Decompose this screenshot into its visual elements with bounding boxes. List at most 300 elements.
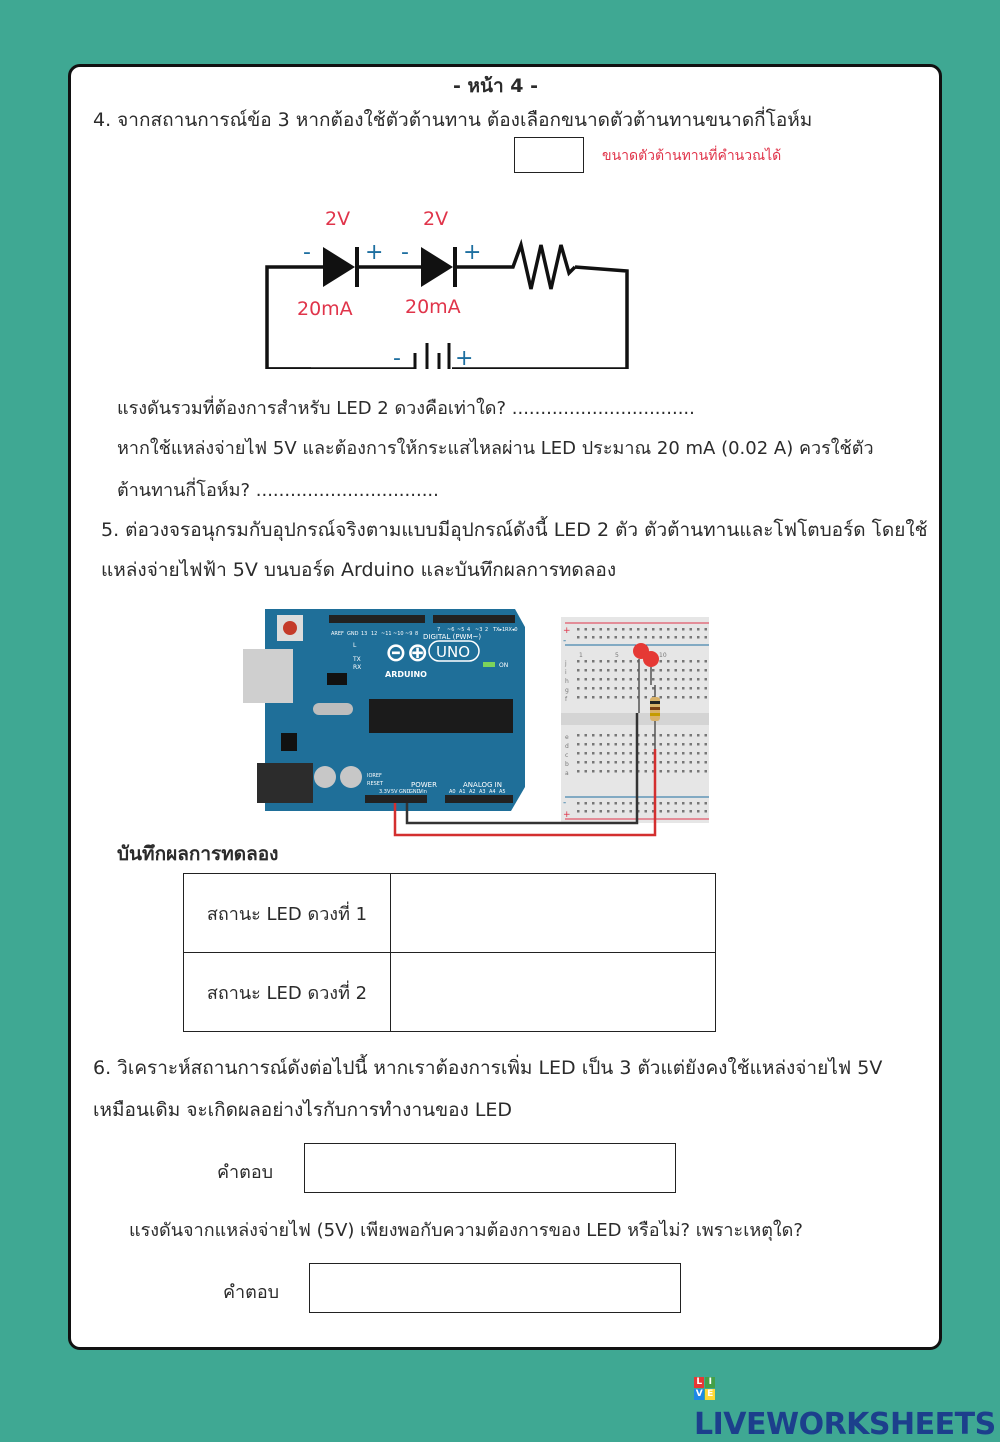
breadboard-hole: [585, 636, 588, 639]
breadboard-hole: [667, 687, 670, 690]
breadboard-hole: [645, 734, 648, 737]
breadboard-hole: [660, 802, 663, 805]
pin-6: ~6: [447, 627, 455, 633]
breadboard-hole: [690, 636, 693, 639]
breadboard-hole: [630, 802, 633, 805]
breadboard-hole: [660, 743, 663, 746]
breadboard-hole: [645, 810, 648, 813]
breadboard-hole: [705, 802, 708, 805]
led1-status-label: สถานะ LED ดวงที่ 1: [184, 874, 391, 953]
row-label-j: j: [565, 660, 567, 667]
row-label-d: d: [565, 743, 569, 750]
breadboard-hole: [592, 752, 595, 755]
breadboard-hole: [630, 696, 633, 699]
breadboard-hole: [622, 678, 625, 681]
breadboard-hole: [630, 770, 633, 773]
breadboard-hole: [607, 810, 610, 813]
rx-label: RX: [353, 664, 362, 671]
breadboard-hole: [607, 761, 610, 764]
breadboard-hole: [622, 734, 625, 737]
breadboard-hole: [660, 770, 663, 773]
breadboard-hole: [630, 761, 633, 764]
breadboard-hole: [585, 752, 588, 755]
breadboard-hole: [660, 687, 663, 690]
led2-current: 20mA: [405, 296, 461, 318]
breadboard-hole: [660, 678, 663, 681]
pin-3: ~3: [475, 627, 483, 633]
breadboard-hole: [682, 752, 685, 755]
breadboard-hole: [615, 696, 618, 699]
q6-answer-box-2[interactable]: [309, 1263, 681, 1313]
breadboard-hole: [645, 802, 648, 805]
breadboard-hole: [652, 636, 655, 639]
breadboard-hole: [690, 743, 693, 746]
breadboard-hole: [585, 678, 588, 681]
breadboard-hole: [615, 734, 618, 737]
breadboard-minus-top: -: [563, 636, 567, 646]
breadboard-hole: [660, 734, 663, 737]
breadboard-hole: [667, 628, 670, 631]
breadboard-hole: [705, 770, 708, 773]
breadboard-hole: [592, 761, 595, 764]
breadboard-hole: [622, 761, 625, 764]
q6-sub-question: แรงดันจากแหล่งจ่ายไฟ (5V) เพียงพอกับความต้องการของ LED หรือไม่? เพราะเหตุใด?: [129, 1220, 803, 1241]
led2-status-label: สถานะ LED ดวงที่ 2: [184, 953, 391, 1032]
breadboard-hole: [645, 636, 648, 639]
breadboard-hole: [607, 669, 610, 672]
breadboard-hole: [607, 770, 610, 773]
page-number: - หน้า 4 -: [453, 75, 539, 97]
analog-label: ANALOG IN: [463, 781, 502, 789]
breadboard-hole: [667, 743, 670, 746]
breadboard-hole: [697, 636, 700, 639]
breadboard-hole: [682, 810, 685, 813]
breadboard-hole: [645, 752, 648, 755]
breadboard-hole: [705, 752, 708, 755]
breadboard-hole: [675, 770, 678, 773]
battery-minus-label: -: [393, 346, 401, 369]
breadboard-hole: [652, 743, 655, 746]
breadboard-hole: [600, 770, 603, 773]
breadboard-hole: [697, 696, 700, 699]
breadboard-hole: [600, 802, 603, 805]
led1-status-input[interactable]: [391, 874, 716, 953]
breadboard-plus-top: +: [563, 626, 571, 636]
answer-label-2: คำตอบ: [223, 1282, 280, 1303]
breadboard-hole: [577, 696, 580, 699]
breadboard-hole: [607, 636, 610, 639]
breadboard-hole: [600, 636, 603, 639]
breadboard-hole: [675, 802, 678, 805]
breadboard-hole: [585, 734, 588, 737]
breadboard-hole: [690, 770, 693, 773]
breadboard-hole: [682, 770, 685, 773]
pin-gnd-2: GND: [409, 789, 421, 795]
breadboard-hole: [577, 752, 580, 755]
brand-name: LIVEWORKSHEETS: [694, 1407, 996, 1442]
led-l-label: L: [353, 642, 357, 649]
breadboard-hole: [585, 810, 588, 813]
breadboard-hole: [622, 669, 625, 672]
row-label-a: a: [565, 770, 569, 777]
breadboard-hole: [690, 810, 693, 813]
breadboard-hole: [675, 687, 678, 690]
arduino-label: ARDUINO: [385, 670, 427, 679]
breadboard-hole: [705, 636, 708, 639]
q6-line-1: 6. วิเคราะห์สถานการณ์ดังต่อไปนี้ หากเราต้องการเพิ่ม LED เป็น 3 ตัวแต่ยังคงใช้แหล่งจ่ายไฟ 5V: [93, 1057, 883, 1079]
breadboard-hole: [705, 678, 708, 681]
breadboard-hole: [645, 761, 648, 764]
q4-sub-question-2: หากใช้แหล่งจ่ายไฟ 5V และต้องการให้กระแสไหลผ่าน LED ประมาณ 20 mA (0.02 A) ควรใช้ตัว: [117, 438, 874, 459]
breadboard-hole: [600, 669, 603, 672]
breadboard-hole: [675, 734, 678, 737]
breadboard-hole: [585, 687, 588, 690]
breadboard-hole: [697, 761, 700, 764]
arduino-breadboard-wiring: [243, 601, 715, 845]
led2-plus-label: +: [463, 240, 482, 265]
breadboard-hole: [630, 660, 633, 663]
pin-8: 8: [415, 631, 419, 637]
breadboard-hole: [622, 628, 625, 631]
breadboard-hole: [607, 660, 610, 663]
breadboard-hole: [592, 696, 595, 699]
breadboard-hole: [607, 678, 610, 681]
breadboard-hole: [622, 810, 625, 813]
breadboard-hole: [592, 687, 595, 690]
pin-5: ~5: [457, 627, 465, 633]
breadboard-hole: [667, 802, 670, 805]
led1-minus-label: -: [303, 240, 311, 265]
breadboard-hole: [577, 687, 580, 690]
breadboard-hole: [660, 761, 663, 764]
breadboard-hole: [585, 669, 588, 672]
row-label-b: b: [565, 761, 569, 768]
breadboard-hole: [675, 660, 678, 663]
breadboard-hole: [682, 696, 685, 699]
breadboard-hole: [690, 678, 693, 681]
breadboard-hole: [645, 628, 648, 631]
pin-a3: A3: [479, 789, 486, 795]
breadboard-hole: [615, 687, 618, 690]
breadboard-hole: [697, 752, 700, 755]
breadboard-hole: [577, 678, 580, 681]
breadboard-hole: [690, 669, 693, 672]
breadboard-hole: [592, 770, 595, 773]
breadboard-hole: [705, 734, 708, 737]
breadboard-hole: [667, 660, 670, 663]
breadboard-hole: [630, 669, 633, 672]
breadboard-hole: [705, 660, 708, 663]
pin-10: ~10: [393, 631, 404, 637]
breadboard-hole: [682, 802, 685, 805]
breadboard-hole: [705, 810, 708, 813]
breadboard-hole: [622, 802, 625, 805]
breadboard-hole: [690, 628, 693, 631]
q5-line-1: 5. ต่อวงจรอนุกรมกับอุปกรณ์จริงตามแบบมีอุปกรณ์ดังนี้ LED 2 ตัว ตัวต้านทานและโฟโตบอร์ด โดยใช้: [101, 519, 928, 541]
breadboard-hole: [675, 761, 678, 764]
breadboard-hole: [675, 810, 678, 813]
breadboard-hole: [667, 752, 670, 755]
breadboard-hole: [615, 743, 618, 746]
breadboard-hole: [600, 810, 603, 813]
breadboard-hole: [600, 660, 603, 663]
pin-a1: A1: [459, 789, 466, 795]
q6-answer-box-1[interactable]: [304, 1143, 676, 1193]
row-label-i: i: [565, 669, 567, 676]
resistor-caption: ขนาดตัวต้านทานที่คำนวณได้: [602, 148, 782, 164]
led2-status-input[interactable]: [391, 953, 716, 1032]
breadboard-hole: [592, 743, 595, 746]
breadboard-hole: [607, 628, 610, 631]
breadboard-hole: [675, 636, 678, 639]
breadboard-hole: [592, 628, 595, 631]
breadboard-hole: [622, 687, 625, 690]
q4-sub-question-1: แรงดันรวมที่ต้องการสำหรับ LED 2 ดวงคือเท่าใด? ................................: [117, 398, 695, 419]
pin-5v: 5V: [391, 789, 398, 795]
header-power: [365, 795, 427, 803]
pin-aref: AREF: [331, 631, 344, 637]
breadboard-hole: [660, 636, 663, 639]
breadboard-hole: [660, 669, 663, 672]
breadboard-hole: [667, 669, 670, 672]
row-label-g: g: [565, 687, 569, 694]
breadboard-hole: [697, 628, 700, 631]
breadboard-hole: [697, 669, 700, 672]
pin-13: 13: [361, 631, 368, 637]
breadboard-hole: [690, 660, 693, 663]
breadboard-hole: [607, 696, 610, 699]
breadboard-hole: [697, 810, 700, 813]
breadboard-hole: [592, 669, 595, 672]
pin-a0: A0: [449, 789, 456, 795]
row-label-f: f: [565, 696, 568, 703]
breadboard-hole: [675, 696, 678, 699]
breadboard-minus-bottom: -: [563, 798, 567, 808]
breadboard-hole: [675, 678, 678, 681]
power-label: POWER: [411, 781, 437, 789]
led2-voltage: 2V: [423, 208, 449, 230]
breadboard-hole: [585, 628, 588, 631]
led1-current: 20mA: [297, 298, 353, 320]
breadboard-hole: [622, 636, 625, 639]
breadboard-hole: [697, 660, 700, 663]
pin-reset: RESET: [367, 781, 384, 787]
breadboard-hole: [615, 810, 618, 813]
breadboard-hole: [630, 628, 633, 631]
breadboard-hole: [622, 770, 625, 773]
live-logo-icon: L I V E: [694, 1377, 716, 1401]
breadboard-hole: [690, 752, 693, 755]
q5-line-2: แหล่งจ่ายไฟฟ้า 5V บนบอร์ด Arduino และบันทึกผลการทดลอง: [101, 559, 617, 581]
led1-voltage: 2V: [325, 208, 351, 230]
breadboard-hole: [622, 752, 625, 755]
breadboard-hole: [600, 734, 603, 737]
arduino-board: [243, 609, 525, 811]
col-label-1: 1: [579, 652, 583, 659]
pin-9: ~9: [405, 631, 413, 637]
breadboard-hole: [592, 636, 595, 639]
breadboard-hole: [660, 628, 663, 631]
pin-a2: A2: [469, 789, 476, 795]
digital-label: DIGITAL (PWM~): [423, 633, 482, 641]
breadboard-hole: [667, 810, 670, 813]
breadboard-hole: [622, 696, 625, 699]
breadboard-hole: [690, 761, 693, 764]
liveworksheets-logo: [694, 1372, 1000, 1442]
breadboard-hole: [607, 752, 610, 755]
breadboard-hole: [645, 678, 648, 681]
uno-label: UNO: [436, 643, 471, 661]
breadboard-hole: [577, 810, 580, 813]
record-title: บันทึกผลการทดลอง: [117, 843, 279, 865]
breadboard-hole: [615, 752, 618, 755]
breadboard-hole: [675, 752, 678, 755]
breadboard-hole: [577, 770, 580, 773]
breadboard-hole: [615, 669, 618, 672]
breadboard-hole: [607, 687, 610, 690]
on-label: ON: [499, 662, 509, 669]
breadboard-hole: [682, 660, 685, 663]
breadboard-hole: [697, 802, 700, 805]
breadboard-hole: [600, 752, 603, 755]
breadboard-hole: [585, 696, 588, 699]
breadboard-hole: [585, 770, 588, 773]
breadboard-hole: [697, 743, 700, 746]
pin-a5: A5: [499, 789, 506, 795]
breadboard-hole: [652, 669, 655, 672]
breadboard-hole: [585, 802, 588, 805]
breadboard-hole: [630, 687, 633, 690]
breadboard-hole: [697, 734, 700, 737]
breadboard-hole: [652, 628, 655, 631]
breadboard-hole: [592, 734, 595, 737]
breadboard-hole: [630, 678, 633, 681]
pin-gnd-top: GND: [347, 631, 359, 637]
breadboard-hole: [577, 802, 580, 805]
breadboard-hole: [637, 636, 640, 639]
breadboard-hole: [592, 678, 595, 681]
q6-line-2: เหมือนเดิม จะเกิดผลอย่างไรกับการทำงานของ LED: [93, 1099, 513, 1121]
header-top-right: [433, 615, 515, 623]
breadboard-hole: [660, 696, 663, 699]
breadboard-hole: [697, 770, 700, 773]
breadboard-hole: [577, 734, 580, 737]
breadboard-hole: [652, 678, 655, 681]
pin-2: 2: [485, 627, 489, 633]
led-diode-1: [323, 247, 357, 287]
breadboard-hole: [615, 802, 618, 805]
arduino-logo-icon: ⊝⊕: [385, 638, 429, 668]
breadboard-hole: [630, 743, 633, 746]
breadboard-hole: [585, 660, 588, 663]
breadboard-hole: [667, 678, 670, 681]
pin-3v3: 3.3V: [379, 789, 391, 795]
breadboard-hole: [622, 743, 625, 746]
power-jack: [257, 763, 313, 803]
breadboard-hole: [577, 761, 580, 764]
breadboard-hole: [667, 761, 670, 764]
pin-vin: Vin: [419, 789, 427, 795]
breadboard-hole: [577, 743, 580, 746]
breadboard-hole: [682, 669, 685, 672]
answer-label-1: คำตอบ: [217, 1162, 274, 1183]
breadboard-hole: [675, 669, 678, 672]
breadboard-hole: [600, 687, 603, 690]
led1-plus-label: +: [365, 240, 384, 265]
breadboard-hole: [682, 687, 685, 690]
breadboard-hole: [615, 770, 618, 773]
row-label-e: e: [565, 734, 569, 741]
breadboard-hole: [705, 669, 708, 672]
breadboard-hole: [705, 628, 708, 631]
breadboard-hole: [705, 743, 708, 746]
breadboard-hole: [600, 761, 603, 764]
breadboard-hole: [615, 636, 618, 639]
pin-tx1: TX▸1: [493, 627, 506, 633]
usb-port: [243, 649, 293, 703]
breadboard-hole: [645, 743, 648, 746]
pin-11: ~11: [381, 631, 392, 637]
breadboard-hole: [667, 770, 670, 773]
led-diode-2: [421, 247, 455, 287]
breadboard-hole: [615, 660, 618, 663]
breadboard-hole: [615, 678, 618, 681]
breadboard-hole: [577, 636, 580, 639]
breadboard-hole: [697, 678, 700, 681]
row-label-c: c: [565, 752, 569, 759]
led2-minus-label: -: [401, 240, 409, 265]
breadboard-hole: [630, 752, 633, 755]
breadboard-hole: [705, 696, 708, 699]
breadboard-hole: [637, 628, 640, 631]
breadboard-plus-bottom: +: [563, 810, 571, 820]
breadboard-hole: [682, 734, 685, 737]
header-analog: [445, 795, 513, 803]
table-row: [184, 874, 716, 953]
breadboard-hole: [645, 669, 648, 672]
header-top-left: [329, 615, 425, 623]
breadboard-hole: [577, 628, 580, 631]
table-row: [184, 953, 716, 1032]
battery-symbol: [415, 343, 449, 369]
breadboard-hole: [615, 628, 618, 631]
breadboard-hole: [577, 660, 580, 663]
breadboard-hole: [607, 802, 610, 805]
breadboard-hole: [645, 770, 648, 773]
results-table: [183, 873, 716, 1032]
breadboard-hole: [585, 743, 588, 746]
breadboard-hole: [607, 734, 610, 737]
breadboard-hole: [682, 678, 685, 681]
resistor-answer-box[interactable]: [514, 137, 584, 173]
tx-label: TX: [353, 656, 361, 663]
breadboard-hole: [682, 628, 685, 631]
breadboard-hole: [690, 696, 693, 699]
breadboard-hole: [667, 636, 670, 639]
breadboard-hole: [675, 628, 678, 631]
breadboard-hole: [592, 810, 595, 813]
col-label-10: 10: [659, 652, 667, 659]
pin-7: 7: [437, 627, 441, 633]
breadboard-hole: [660, 810, 663, 813]
pin-gnd-1: GND: [399, 789, 411, 795]
breadboard-hole: [652, 687, 655, 690]
breadboard-hole: [600, 628, 603, 631]
breadboard-hole: [667, 734, 670, 737]
breadboard-hole: [630, 734, 633, 737]
microcontroller-chip: [369, 699, 513, 733]
breadboard-hole: [600, 743, 603, 746]
